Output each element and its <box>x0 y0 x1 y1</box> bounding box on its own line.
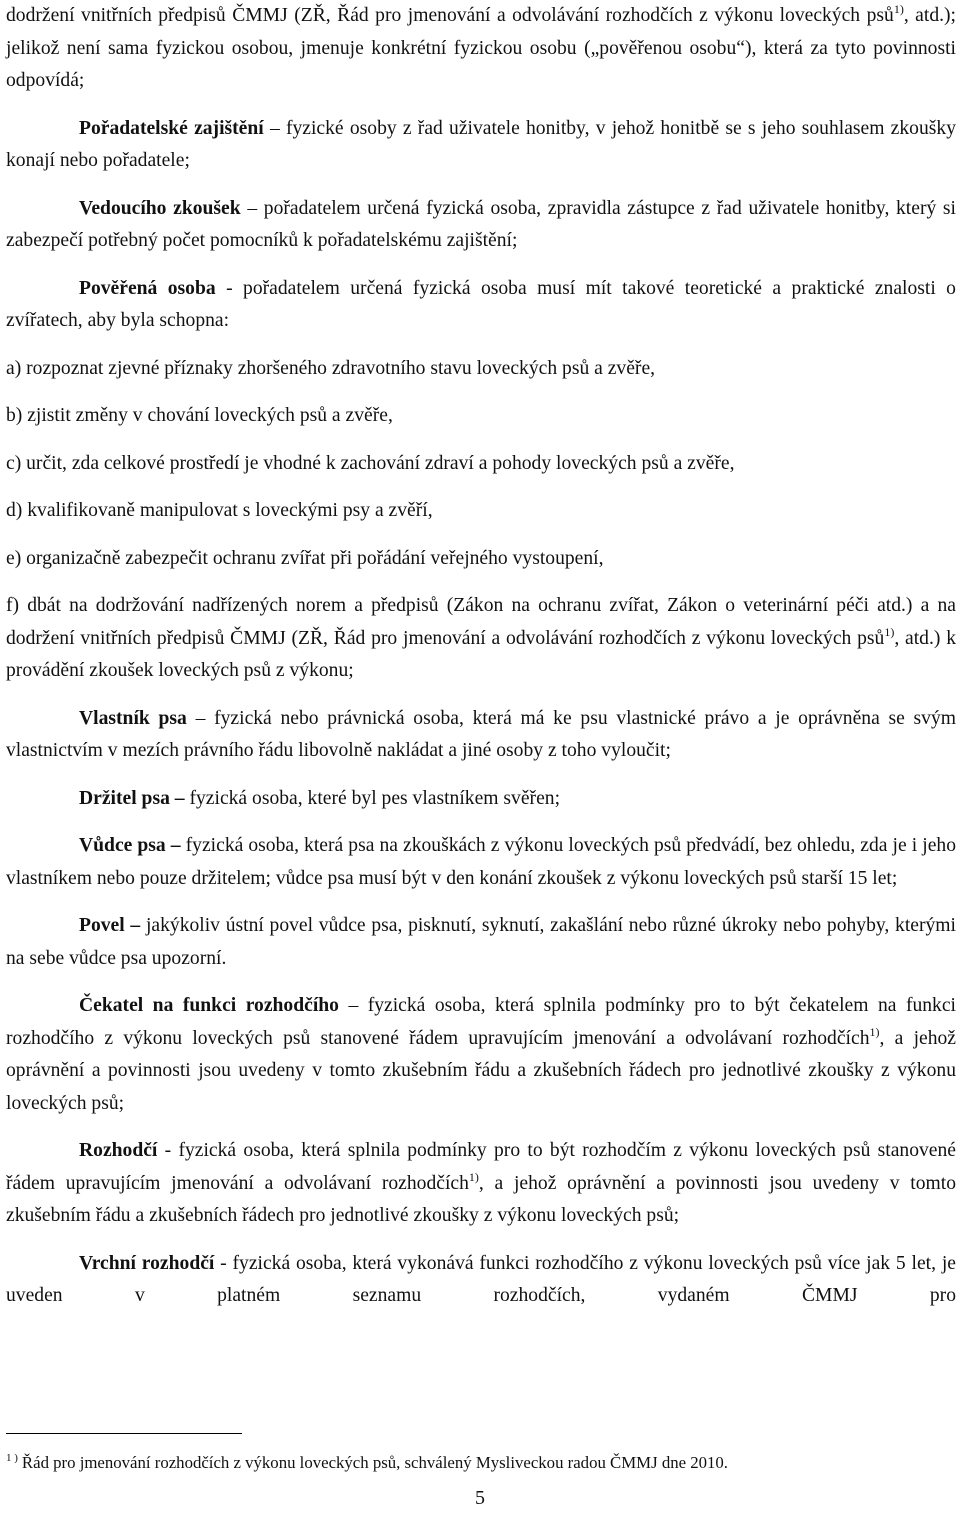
definition-text: - fyzická osoba, která vykonává funkci rozhodčího z výkonu loveckých psů více jak 5 let, je uveden v platném seznamu rozhodčích, vydaném ČMMJ pro <box>6 1252 956 1306</box>
term: Vlastník psa <box>79 707 187 729</box>
definition-text: jakýkoliv ústní povel vůdce psa, pisknutí, syknutí, zakašlání nebo různé úkroky nebo pohyby, kterými na sebe vůdce psa upozorní. <box>6 915 956 969</box>
definition-vlastnik-psa <box>6 703 956 768</box>
definition-vudce-psa <box>6 830 956 895</box>
definition-poradatelske-zajisteni <box>6 113 956 178</box>
definition-text: - fyzická osoba, která splnila podmínky pro to být rozhodčím z výkonu loveckých psů stanovené řádem upravujícím jmenování a odvolávaní rozhodčích <box>6 1140 956 1194</box>
term: Držitel psa – <box>79 787 185 809</box>
definition-text: , a jehož oprávnění a povinnosti jsou uvedeny v tomto zkušebním řádu a zkušebních řádech pro jednotlivé zkoušky z výkonu loveckých psů; <box>6 1027 957 1114</box>
definition-povel <box>6 910 956 975</box>
term: Povel – <box>79 915 141 936</box>
definition-text: fyzická osoba, která psa na zkouškách z výkonu loveckých psů předvádí, bez ohledu, zda je i jeho vlastníkem nebo pouze držitelem; vůdce psa musí být v den konání zkoušek z výkonu loveckých psů starší 15 let; <box>6 835 956 889</box>
term: Pověřená osoba <box>79 277 216 299</box>
list-item: b) zjistit změny v chování loveckých psů a zvěře, <box>6 405 393 426</box>
definition-text: fyzická osoba, které byl pes vlastníkem svěřen; <box>184 787 561 809</box>
list-item: c) určit, zda celkové prostředí je vhodné k zachování zdraví a pohody loveckých psů a zvěře, <box>6 452 735 474</box>
list-item: d) kvalifikovaně manipulovat s loveckými psy a zvěří, <box>6 500 433 521</box>
definition-text: – fyzické osoby z řad uživatele honitby, v jehož honitbě se s jeho souhlasem zkoušky konají nebo pořadatele; <box>6 117 956 171</box>
term: Rozhodčí <box>79 1140 158 1161</box>
term: Vedoucího zkoušek <box>79 197 241 219</box>
term: Pořadatelské zajištění <box>79 117 264 139</box>
definition-vrchni-rozhodci <box>6 1248 956 1313</box>
footnote-ref: 1) <box>468 1169 479 1184</box>
definition-text: , a jehož oprávnění a povinnosti jsou uvedeny v tomto zkušebním řádu a zkušebních řádech pro jednotlivé zkoušky z výkonu loveckých psů; <box>6 1172 956 1226</box>
term: Vrchní rozhodčí <box>79 1252 215 1274</box>
definition-cekatel <box>6 990 956 1120</box>
definition-poverena-osoba <box>6 273 956 338</box>
definition-rozhodci <box>6 1135 956 1233</box>
page-number: 5 <box>475 1487 485 1509</box>
footnote-ref: 1) <box>884 624 895 639</box>
document-page <box>6 0 956 1313</box>
footnote-mark: 1 ) <box>6 1452 18 1464</box>
list-item: a) rozpoznat zjevné příznaky zhoršeného zdravotního stavu loveckých psů a zvěře, <box>6 357 656 379</box>
term: Čekatel na funkci rozhodčího <box>79 995 339 1016</box>
definition-vedouci-zkousek <box>6 193 956 258</box>
text: , atd.); jelikož není sama fyzickou osobou, jmenuje konkrétní fyzickou osobu („pověřenou osobu“), která za tyto povinnosti odpovídá; <box>6 5 956 91</box>
footnote <box>6 1444 946 1477</box>
footnote-ref: 1) <box>869 1024 880 1039</box>
term: Vůdce psa – <box>79 835 181 856</box>
text: f) dbát na dodržování nadřízených norem a předpisů (Zákon na ochranu zvířat, Zákon o veterinární péči atd.) a na dodržení vnitřních předpisů ČMMJ (ZŘ, Řád pro jmenování a odvolávání rozhodčích z výkonu loveckých psů <box>6 595 956 649</box>
definition-text: – fyzická nebo právnická osoba, která má ke psu vlastnické právo a je oprávněna se svým vlastnictvím v mezích právního řádu libovolně nakládat a jiné osoby z toho vyloučit; <box>6 707 957 761</box>
paragraph-continuation <box>6 0 956 98</box>
text: dodržení vnitřních předpisů ČMMJ (ZŘ, Řád pro jmenování a odvolávání rozhodčích z výkonu loveckých psů <box>6 5 894 26</box>
definition-text: – pořadatelem určená fyzická osoba, zpravidla zástupce z řad uživatele honitby, který si zabezpečí potřebný počet pomocníků k pořadatelskému zajištění; <box>6 197 956 251</box>
footnote-text: Řád pro jmenování rozhodčích z výkonu loveckých psů, schválený Mysliveckou radou ČMMJ dne 2010. <box>21 1453 728 1472</box>
list-item-f <box>6 590 956 688</box>
definition-drzitel-psa <box>6 783 956 816</box>
definition-text: – fyzická osoba, která splnila podmínky pro to být čekatelem na funkci rozhodčího z výkonu loveckých psů stanovené řádem upravujícím jmenování a odvolávaní rozhodčích <box>6 995 956 1049</box>
footnote-ref: 1) <box>893 2 904 16</box>
footnote-divider <box>6 1433 242 1434</box>
definition-text: - pořadatelem určená fyzická osoba musí mít takové teoretické a praktické znalosti o zvířatech, aby byla schopna: <box>6 277 956 331</box>
text: , atd.) k provádění zkoušek loveckých psů z výkonu; <box>6 627 956 681</box>
list-item: e) organizačně zabezpečit ochranu zvířat při pořádání veřejného vystoupení, <box>6 547 604 569</box>
